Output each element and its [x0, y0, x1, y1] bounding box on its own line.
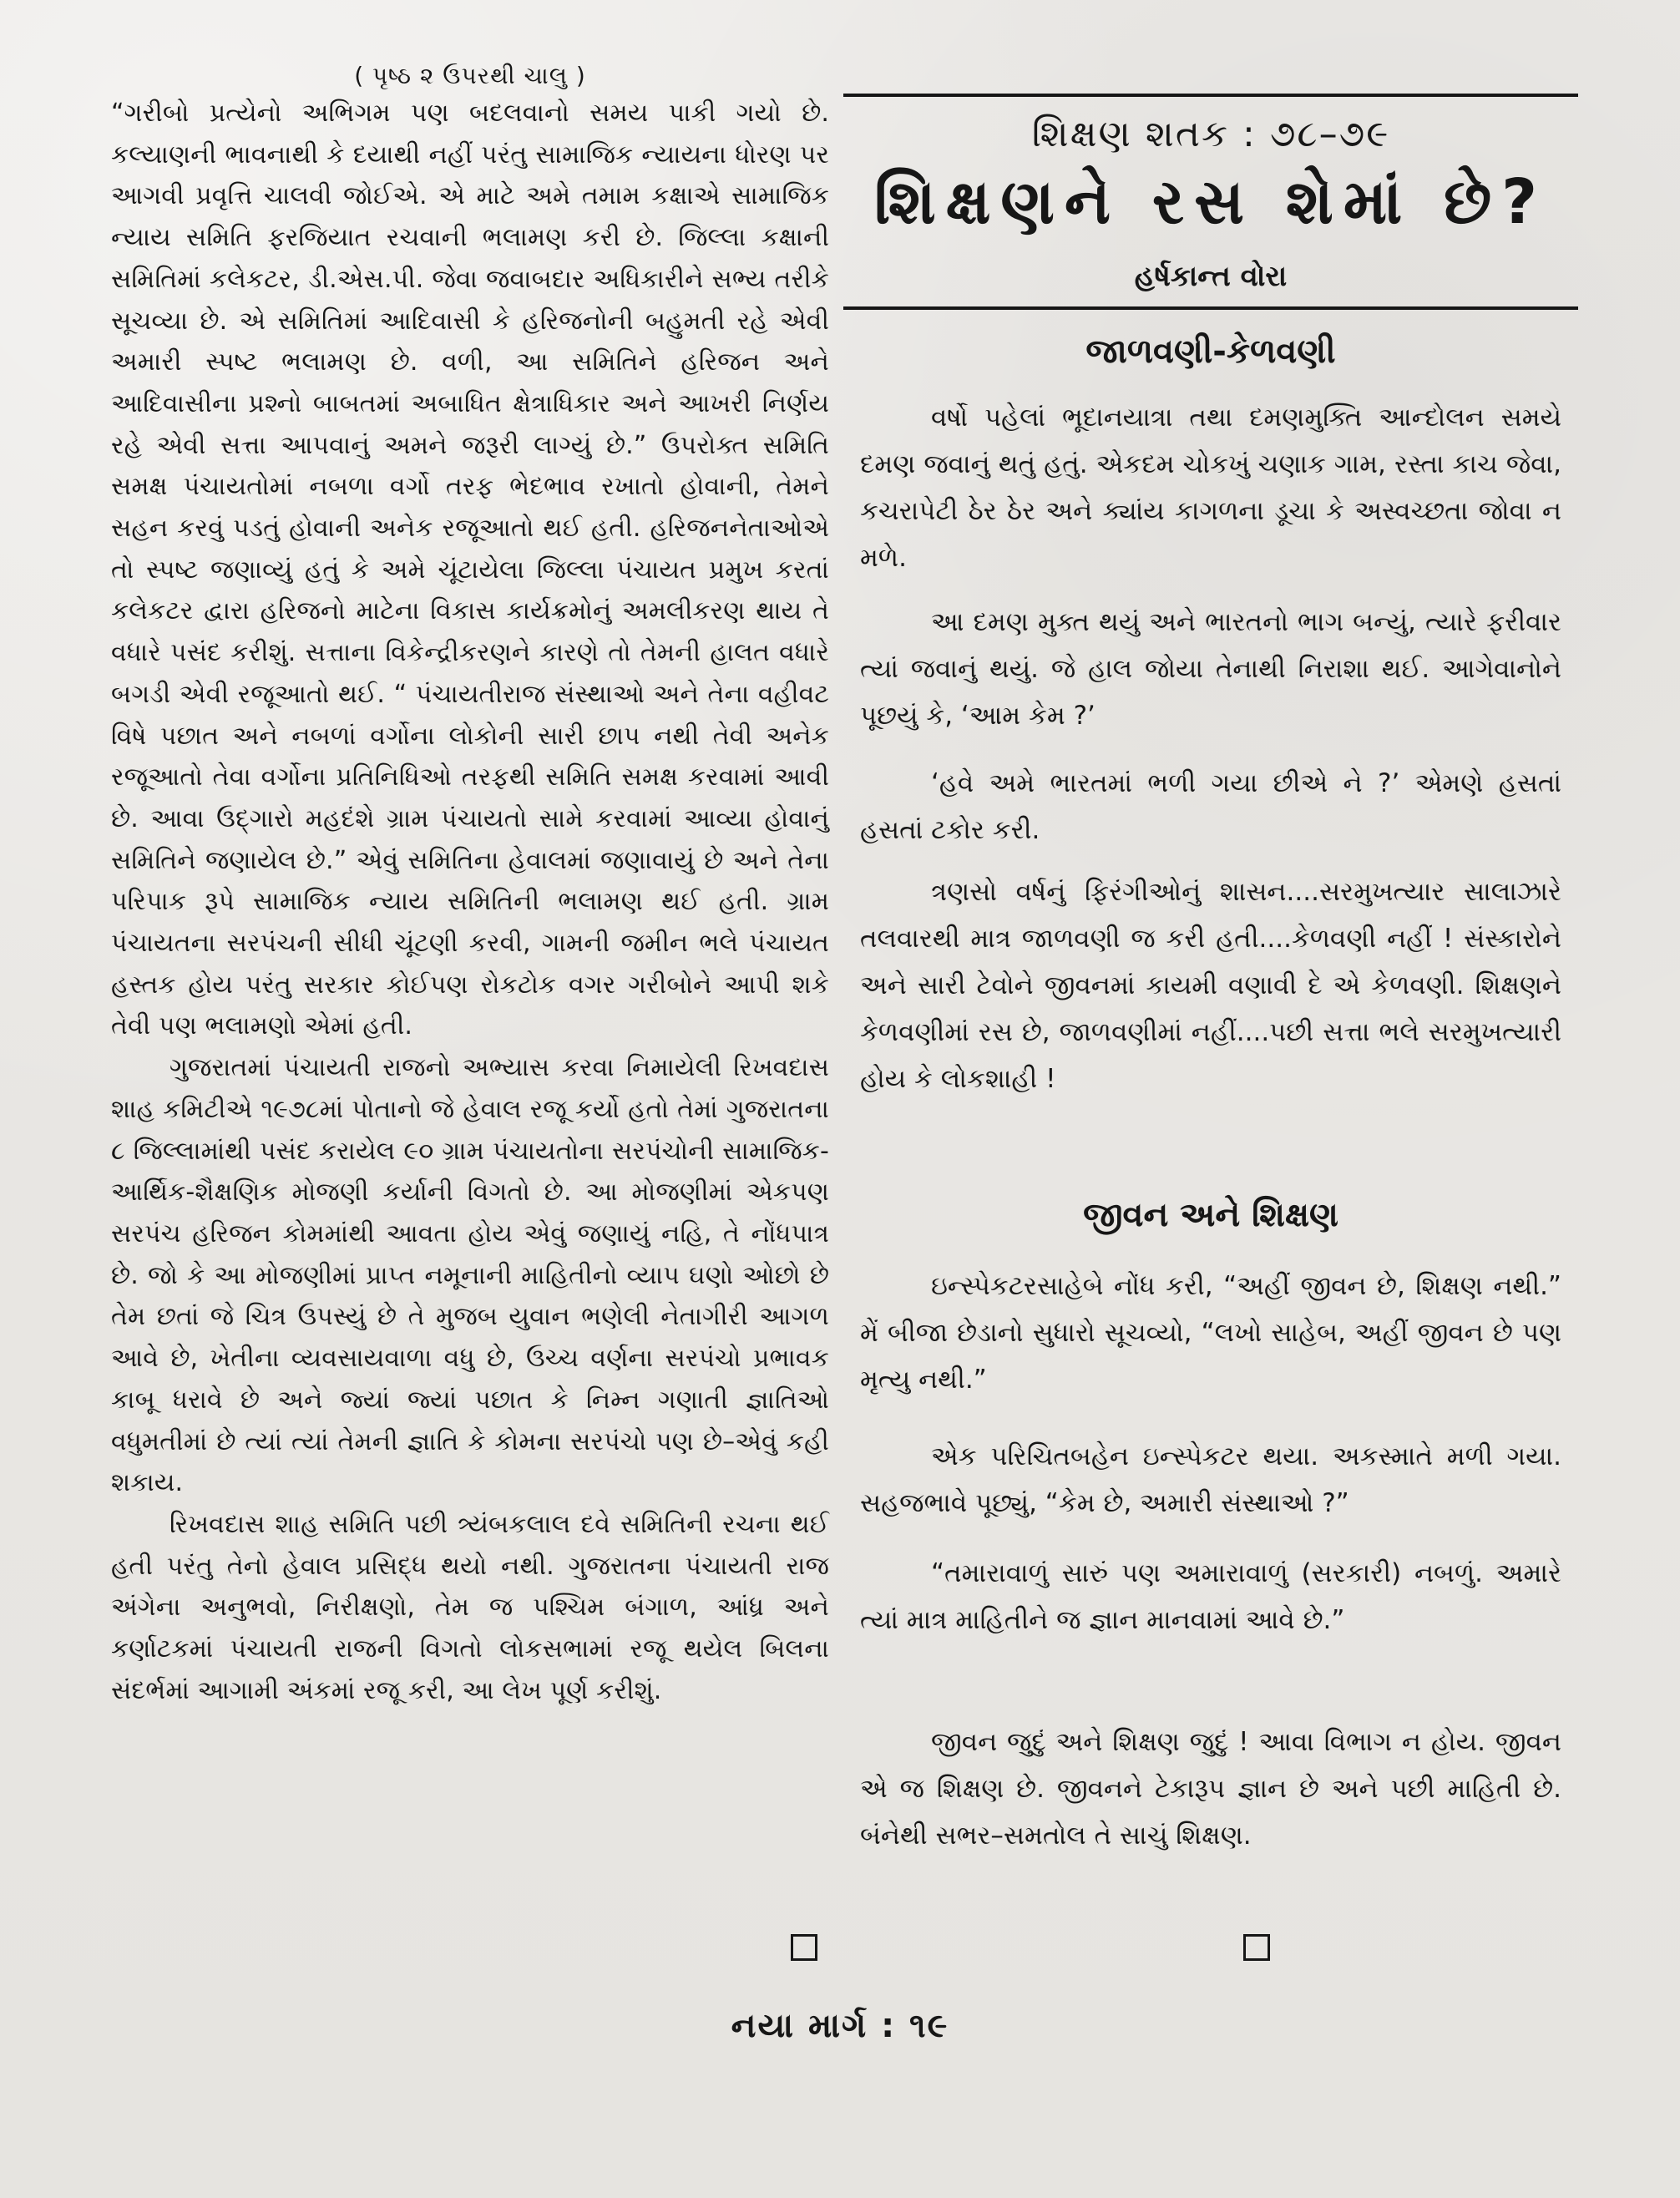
right-column: [843, 94, 1578, 1956]
section2-paragraph-4: જીવન જુદું અને શિક્ષણ જુદું ! આવા વિભાગ ન હોય. જીવન એ જ શિક્ષણ છે. જીવનને ટેકારૂપ જ્ઞાન છે અને પછી માહિતી છે. બંનેથી સભર–સમતોલ તે સાચું શિક્ષણ.: [860, 1727, 1561, 1851]
section2-paragraph-2: એક પરિચિતબહેન ઇન્સ્પેકટર થયા. અકસ્માતે મળી ગયા. સહજભાવે પૂછ્યું, “કેમ છે, અમારી સંસ્થાઓ ?”: [860, 1441, 1561, 1518]
article-title: શિક્ષણને રસ શેમાં છે?: [873, 166, 1548, 238]
left-paragraph-2: ગુજરાતમાં પંચાયતી રાજનો અભ્યાસ કરવા નિમાયેલી રિખવદાસ શાહ કમિટીએ ૧૯૭૮માં પોતાનો જે હેવાલ રજૂ કર્યો હતો તેમાં ગુજરાતના ૮ જિલ્લામાંથી પસંદ કરાયેલ ૯૦ ગ્રામ પંચાયતોના સરપંચોની સામાજિક-આર્થિક-શૈક્ષણિક મોજણી કર્યાની વિગતો છે. આ મોજણીમાં એકપણ સરપંચ હરિજન કોમમાંથી આવતા હોય એવું જણાયું નહિ, તે નોંધપાત્ર છે. જો કે આ મોજણીમાં પ્રાપ્ત નમૂનાની માહિતીનો વ્યાપ ઘણો ઓછો છે તેમ છતાં જે ચિત્ર ઉપસ્યું છે તે મુજબ યુવાન ભણેલી નેતાગીરી આગળ આવે છે, ખેતીના વ્યવસાયવાળા વધુ છે, ઉચ્ચ વર્ણના સરપંચો પ્રભાવક કાબૂ ધરાવે છે અને જ્યાં જ્યાં પછાત કે નિમ્ન ગણાતી જ્ઞાતિઓ વધુમતીમાં છે ત્યાં ત્યાં તેમની જ્ઞાતિ કે કોમના સરપંચો પણ છે–એવું કહી શકાય.: [111, 1053, 829, 1498]
left-column: [111, 53, 829, 1978]
section1-paragraph-2: આ દમણ મુક્ત થયું અને ભારતનો ભાગ બન્યું, ત્યારે ફરીવાર ત્યાં જવાનું થયું. જે હાલ જોયા તેનાથી નિરાશા થઈ. આગેવાનોને પૂછયું કે, ‘આમ કેમ ?’: [860, 607, 1561, 731]
section-heading-jalavani: જાળવણી-કેળવણી: [1085, 332, 1336, 371]
end-of-article-box-right: [1243, 1934, 1270, 1961]
section1-paragraph-3: ‘હવે અમે ભારતમાં ભળી ગયા છીએ ને ?’ એમણે હસતાં હસતાં ટકોર કરી.: [860, 768, 1561, 845]
section1-paragraph-4: ત્રણસો વર્ષનું ફિરંગીઓનું શાસન....સરમુખત્યાર સાલાઝારે તલવારથી માત્ર જાળવણી જ કરી હતી....કેળવણી નહીં ! સંસ્કારોને અને સારી ટેવોને જીવનમાં કાયમી વણાવી દે એ કેળવણી. શિક્ષણને કેળવણીમાં રસ છે, જાળવણીમાં નહીં....પછી સત્તા ભલે સરમુખત્યારી હોય કે લોકશાહી !: [860, 877, 1561, 1094]
article-author: હર્ષકાન્ત વોરા: [1134, 260, 1288, 293]
header-bottom-rule: [843, 306, 1578, 310]
section2-paragraph-3: “તમારાવાળું સારું પણ અમારાવાળું (સરકારી) નબળું. અમારે ત્યાં માત્ર માહિતીને જ જ્ઞાન માનવામાં આવે છે.”: [860, 1558, 1561, 1635]
section1-paragraph-1: વર્ષો પહેલાં ભૂદાનયાત્રા તથા દમણમુક્તિ આન્દોલન સમયે દમણ જવાનું થતું હતું. એકદમ ચોકખું ચણાક ગામ, રસ્તા કાચ જેવા, કચરાપેટી ઠેર ઠેર અને ક્યાંય કાગળના ડૂચા કે અસ્વચ્છતા જોવા ન મળે.: [860, 403, 1561, 573]
section-heading-jivan: જીવન અને શિક્ષણ: [1083, 1196, 1338, 1234]
continued-note: ( પૃષ્ઠ ૨ ઉપરથી ચાલુ ): [354, 62, 586, 89]
section2-paragraph-1: ઇન્સ્પેકટરસાહેબે નોંધ કરી, “અહીં જીવન છે, શિક્ષણ નથી.” મેં બીજા છેડાનો સુધારો સૂચવ્યો, “લખો સાહેબ, અહીં જીવન છે પણ મૃત્યુ નથી.”: [860, 1271, 1561, 1395]
page-footer: નયા માર્ગ : ૧૯: [731, 2007, 949, 2045]
series-heading: શિક્ષણ શતક : ૭૮–૭૯: [1031, 113, 1390, 155]
left-paragraph-1: “ગરીબો પ્રત્યેનો અભિગમ પણ બદલવાનો સમય પાકી ગયો છે. કલ્યાણની ભાવનાથી કે દયાથી નહીં પરંતુ સામાજિક ન્યાયના ધોરણ પર આગવી પ્રવૃત્તિ ચાલવી જોઈએ. એ માટે અમે તમામ કક્ષાએ સામાજિક ન્યાય સમિતિ ફરજિયાત રચવાની ભલામણ કરી છે. જિલ્લા કક્ષાની સમિતિમાં કલેકટર, ડી.એસ.પી. જેવા જવાબદાર અધિકારીને સભ્ય તરીકે સૂચવ્યા છે. એ સમિતિમાં આદિવાસી કે હરિજનોની બહુમતી રહે એવી અમારી સ્પષ્ટ ભલામણ છે. વળી, આ સમિતિને હરિજન અને આદિવાસીના પ્રશ્નો બાબતમાં અબાધિત ક્ષેત્રાધિકાર અને આખરી નિર્ણય રહે એવી સત્તા આપવાનું અમને જરૂરી લાગ્યું છે.” ઉપરોક્ત સમિતિ સમક્ષ પંચાયતોમાં નબળા વર્ગો તરફ ભેદભાવ રખાતો હોવાની, તેમને સહન કરવું પડતું હોવાની અનેક રજૂઆતો થઈ હતી. હરિજનનેતાઓએ તો સ્પષ્ટ જણાવ્યું હતું કે અમે ચૂંટાયેલા જિલ્લા પંચાયત પ્રમુખ કરતાં કલેકટર દ્વારા હરિજનો માટેના વિકાસ કાર્યક્રમોનું અમલીકરણ થાય તે વધારે પસંદ કરીશું. સત્તાના વિકેન્દ્રીકરણને કારણે તો તેમની હાલત વધારે બગડી એવી રજૂઆતો થઈ. “ પંચાયતીરાજ સંસ્થાઓ અને તેના વહીવટ વિષે પછાત અને નબળાં વર્ગોના લોકોની સારી છાપ નથી તેવી અનેક રજૂઆતો તેવા વર્ગોના પ્રતિનિધિઓ તરફથી સમિતિ સમક્ષ કરવામાં આવી છે. આવા ઉદ્‌ગારો મહદંશે ગ્રામ પંચાયતો સામે કરવામાં આવ્યા હોવાનું સમિતિને જણાયેલ છે.” એવું સમિતિના હેવાલમાં જણાવાયું છે અને તેના પરિપાક રૂપે સામાજિક ન્યાય સમિતિની ભલામણ થઈ હતી. ગ્રામ પંચાયતના સરપંચની સીધી ચૂંટણી કરવી, ગામની જમીન ભલે પંચાયત હસ્તક હોય પરંતુ સરકાર કોઈપણ રોકટોક વગર ગરીબોને આપી શકે તેવી પણ ભલામણો એમાં હતી.: [111, 99, 829, 1041]
header-top-rule: [843, 94, 1578, 97]
end-of-article-box-left: [791, 1934, 817, 1961]
left-paragraph-3: રિખવદાસ શાહ સમિતિ પછી ત્ર્યંબકલાલ દવે સમિતિની રચના થઈ હતી પરંતુ તેનો હેવાલ પ્રસિદ્ધ થયો નથી. ગુજરાતના પંચાયતી રાજ અંગેના અનુભવો, નિરીક્ષણો, તેમ જ પશ્ચિમ બંગાળ, આંધ્ર અને કર્ણાટકમાં પંચાયતી રાજની વિગતો લોકસભામાં રજૂ થયેલ બિલના સંદર્ભમાં આગામી અંકમાં રજૂ કરી, આ લેખ પૂર્ણ કરીશું.: [111, 1509, 829, 1705]
